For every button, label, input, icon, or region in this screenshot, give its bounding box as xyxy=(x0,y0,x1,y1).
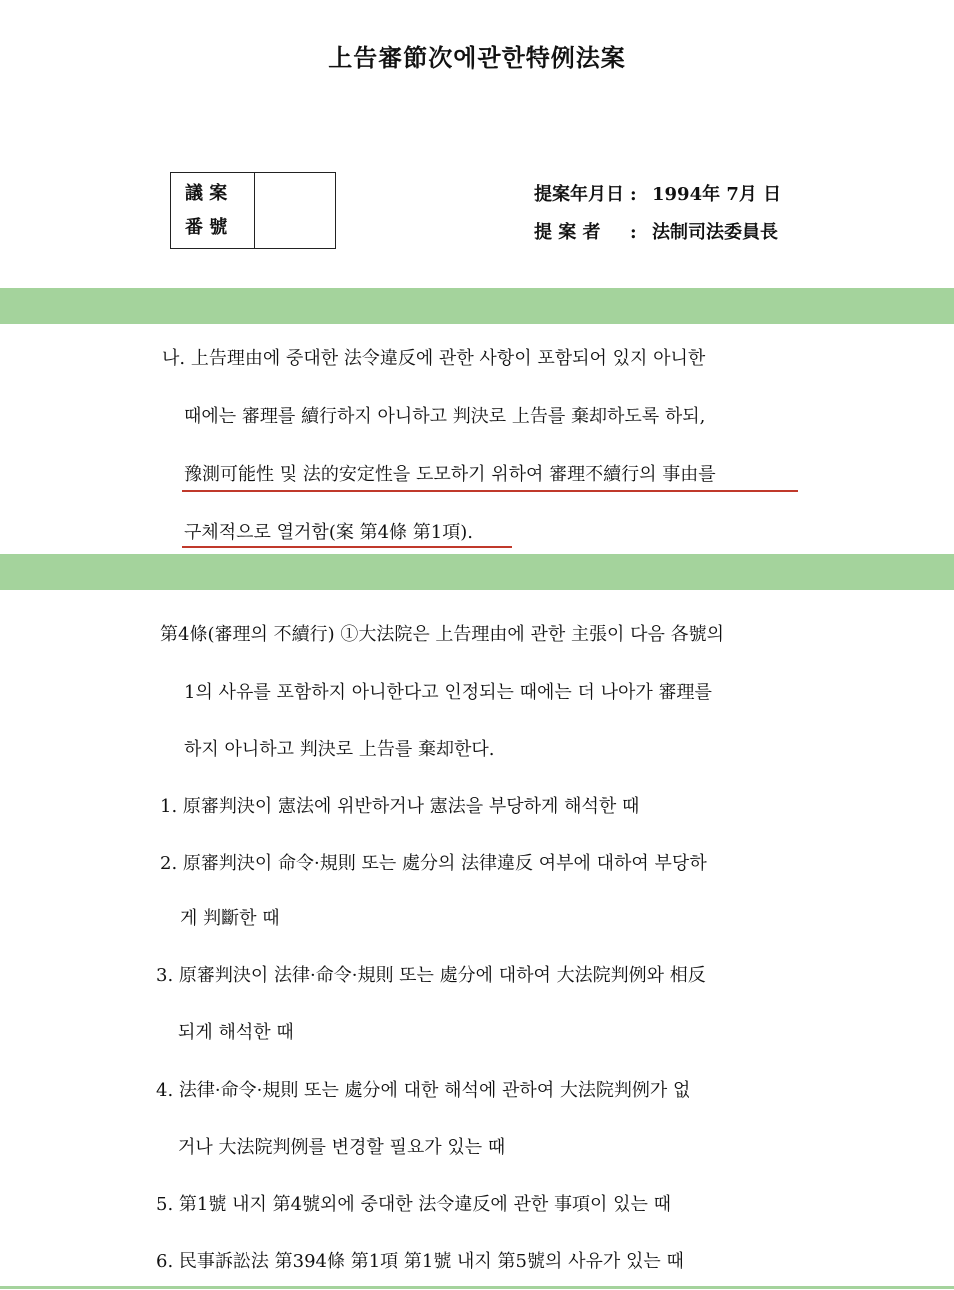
article-item-5: 5. 第1號 내지 第4號외에 중대한 法令違反에 관한 事項이 있는 때 xyxy=(156,1194,672,1215)
article-item-6: 6. 民事訴訟法 第394條 第1項 第1號 내지 第5號의 사유가 있는 때 xyxy=(156,1251,684,1272)
summary-underline-1 xyxy=(182,490,798,492)
highlight-band-top xyxy=(0,288,954,324)
summary-underline-2 xyxy=(182,546,512,548)
article-item-3: 3. 原審判決이 法律·命令·規則 또는 處分에 대하여 大法院判例와 相反 xyxy=(156,965,706,986)
bill-number-label-line-2: 番 號 xyxy=(185,216,228,238)
article-item-4: 4. 法律·命令·規則 또는 處分에 대한 해석에 관하여 大法院判例가 없 xyxy=(156,1080,691,1101)
article-item-4-cont: 거나 大法院判例를 변경할 필요가 있는 때 xyxy=(178,1137,506,1158)
bill-number-label-cell xyxy=(171,173,255,248)
highlight-band-bottom xyxy=(0,554,954,590)
proposal-date-row xyxy=(534,176,781,214)
bottom-band xyxy=(0,1286,954,1289)
article-item-3-cont: 되게 해석한 때 xyxy=(178,1022,294,1043)
summary-line-4: 구체적으로 열거함(案 第4條 第1項). xyxy=(184,522,473,543)
bill-number-value-cell xyxy=(255,173,335,248)
article-item-2-cont: 게 判斷한 때 xyxy=(180,908,280,929)
proposer-row xyxy=(534,214,781,252)
article-item-1: 1. 原審判決이 憲法에 위반하거나 憲法을 부당하게 해석한 때 xyxy=(160,796,640,817)
article-heading-line: 第4條(審理의 不續行) ①大法院은 上告理由에 관한 主張이 다음 各號의 xyxy=(160,624,725,645)
bill-number-box xyxy=(170,172,336,249)
summary-line-1: 나. 上告理由에 중대한 法令違反에 관한 사항이 포함되어 있지 아니한 xyxy=(162,348,706,369)
proposer-value: 法制司法委員長 xyxy=(652,222,778,243)
proposal-date-value: 1994年 7月 日 xyxy=(652,184,782,205)
summary-line-2: 때에는 審理를 續行하지 아니하고 判決로 上告를 棄却하도록 하되, xyxy=(184,406,706,427)
article-line-3: 하지 아니하고 判決로 上告를 棄却한다. xyxy=(184,739,495,760)
proposal-date-label: 提案年月日 xyxy=(534,184,624,205)
document-title: 上告審節次에관한特例法案 xyxy=(328,43,626,72)
bill-number-label-line-1: 議 案 xyxy=(185,182,228,204)
proposal-meta xyxy=(534,176,781,252)
article-item-2: 2. 原審判決이 命令·規則 또는 處分의 法律違反 여부에 대하여 부당하 xyxy=(160,853,707,874)
article-line-2: 1의 사유를 포함하지 아니한다고 인정되는 때에는 더 나아가 審理를 xyxy=(184,682,712,703)
proposer-colon: : xyxy=(630,222,637,243)
summary-line-3: 豫測可能性 및 法的安定性을 도모하기 위하여 審理不續行의 事由를 xyxy=(184,464,716,485)
proposal-date-colon: : xyxy=(630,184,637,205)
proposer-label: 提 案 者 xyxy=(534,222,601,243)
